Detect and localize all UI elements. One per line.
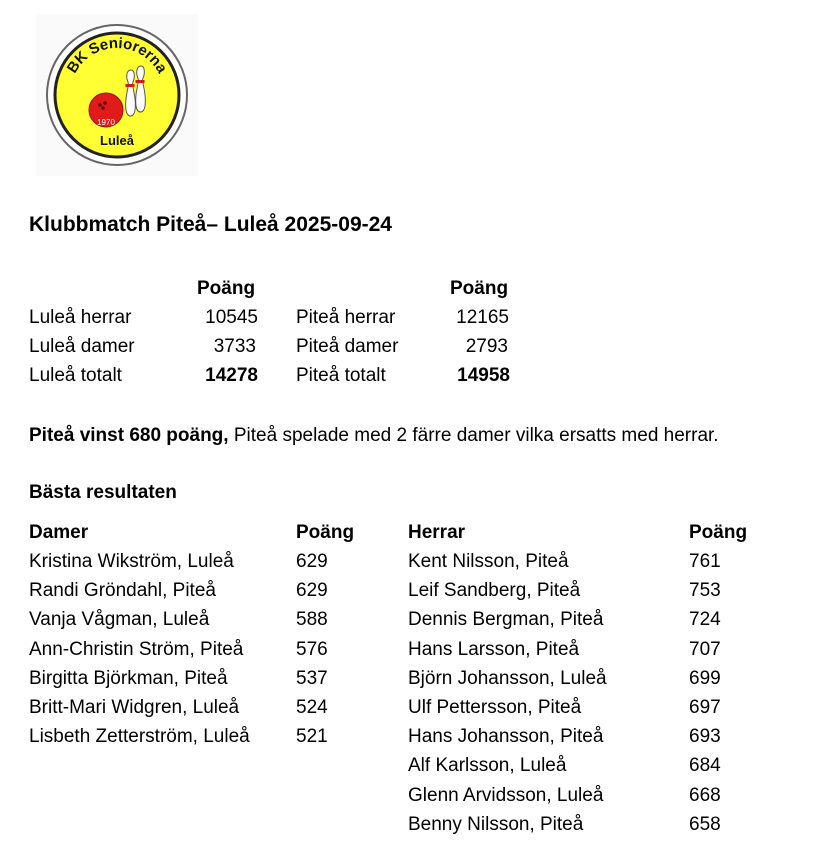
points-value: 537 <box>296 667 328 689</box>
list-item: Leif Sandberg, Piteå <box>408 580 581 602</box>
summary-total-value: 14958 <box>457 365 510 386</box>
summary-value: 12165 <box>456 307 509 328</box>
list-item: Björn Johansson, Luleå <box>408 667 607 689</box>
points-value: 521 <box>296 726 328 748</box>
points-value: 684 <box>689 755 721 777</box>
points-value: 707 <box>689 638 721 660</box>
page-title: Klubbmatch Piteå– Luleå 2025-09-24 <box>29 213 392 236</box>
men-points-header: Poäng <box>689 522 748 543</box>
list-item: Kristina Wikström, Luleå <box>29 551 234 572</box>
points-value: 697 <box>689 696 721 718</box>
list-item: Dennis Bergman, Piteå <box>408 609 604 631</box>
result-text: Piteå spelade med 2 färre damer vilka ersatts med herrar. <box>228 425 719 446</box>
list-item: Hans Johansson, Piteå <box>408 726 604 748</box>
summary-label: Piteå totalt <box>296 365 386 386</box>
points-value: 699 <box>689 667 721 689</box>
points-value: 668 <box>689 784 721 806</box>
logo-emblem <box>44 22 190 168</box>
women-points-column <box>296 547 328 751</box>
men-header: Herrar <box>408 522 466 543</box>
list-item: Alf Karlsson, Luleå <box>408 755 567 777</box>
list-item: Ann-Christin Ström, Piteå <box>29 638 244 660</box>
points-value: 761 <box>689 551 721 572</box>
women-names-column <box>29 547 250 751</box>
points-value: 524 <box>296 696 328 718</box>
summary-total-value: 14278 <box>205 365 258 386</box>
best-results-heading: Bästa resultaten <box>29 482 177 503</box>
points-value: 753 <box>689 580 721 602</box>
list-item: Ulf Pettersson, Piteå <box>408 696 582 718</box>
points-value: 588 <box>296 609 328 631</box>
summary-value: 2793 <box>465 336 508 357</box>
men-names-column <box>408 547 607 839</box>
points-value: 724 <box>689 609 721 631</box>
summary-value: 3733 <box>213 336 256 357</box>
men-points-column <box>689 547 721 839</box>
summary-value: 10545 <box>205 307 258 328</box>
summary-points-header-right: Poäng <box>450 278 509 299</box>
list-item: Glenn Arvidsson, Luleå <box>408 784 604 806</box>
list-item: Lisbeth Zetterström, Luleå <box>29 726 250 748</box>
list-item: Benny Nilsson, Piteå <box>408 813 584 835</box>
logo-city: Luleå <box>100 133 134 148</box>
summary-points-header-left: Poäng <box>197 278 256 299</box>
logo-year: 1970 <box>97 118 115 127</box>
points-value: 629 <box>296 551 328 572</box>
summary-label: Luleå totalt <box>29 365 122 386</box>
women-points-header: Poäng <box>296 522 355 543</box>
list-item: Hans Larsson, Piteå <box>408 638 580 660</box>
summary-label: Luleå herrar <box>29 307 132 328</box>
club-logo <box>36 14 198 176</box>
summary-label: Luleå damer <box>29 336 135 357</box>
list-item: Randi Gröndahl, Piteå <box>29 580 216 602</box>
points-value: 693 <box>689 726 721 748</box>
logo-club-name: BK Seniorerna <box>63 34 171 77</box>
result-sentence <box>29 421 719 450</box>
list-item: Vanja Vågman, Luleå <box>29 609 210 631</box>
summary-label: Piteå herrar <box>296 307 396 328</box>
women-header: Damer <box>29 522 89 543</box>
list-item: Kent Nilsson, Piteå <box>408 551 569 572</box>
list-item: Birgitta Björkman, Piteå <box>29 667 228 689</box>
summary-label: Piteå damer <box>296 336 399 357</box>
points-value: 576 <box>296 638 328 660</box>
points-value: 629 <box>296 580 328 602</box>
points-value: 658 <box>689 813 721 835</box>
result-winner: Piteå vinst 680 poäng, <box>29 425 229 446</box>
list-item: Britt-Mari Widgren, Luleå <box>29 696 240 718</box>
